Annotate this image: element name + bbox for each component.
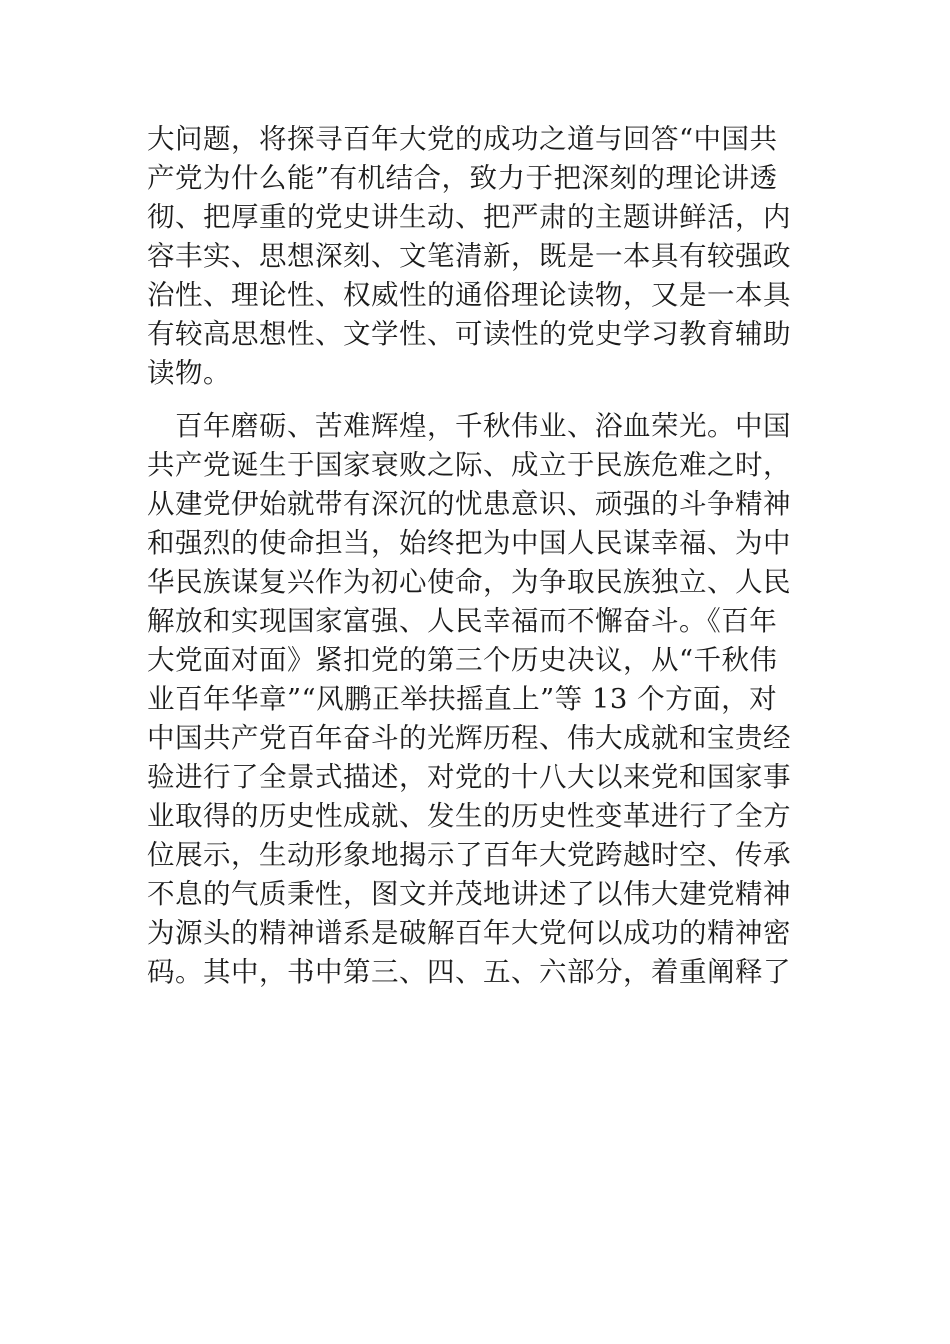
paragraph-1: [147, 120, 807, 393]
text-line: 有较高思想性、文学性、可读性的党史学习教育辅助: [147, 318, 791, 350]
text-line: 不息的气质秉性，图文并茂地讲述了以伟大建党精神: [147, 878, 791, 910]
text-line: 为源头的精神谱系是破解百年大党何以成功的精神密: [147, 917, 791, 949]
text-line: 从建党伊始就带有深沉的忧患意识、顽强的斗争精神: [147, 488, 791, 520]
text-line: 治性、理论性、权威性的通俗理论读物，又是一本具: [147, 279, 791, 311]
text-line: 位展示，生动形象地揭示了百年大党跨越时空、传承: [147, 839, 791, 871]
text-line: 容丰实、思想深刻、文笔清新，既是一本具有较强政: [147, 240, 791, 272]
text-line: 码。其中，书中第三、四、五、六部分，着重阐释了: [147, 956, 791, 988]
text-line: 业取得的历史性成就、发生的历史性变革进行了全方: [147, 800, 791, 832]
text-line: 解放和实现国家富强、人民幸福而不懈奋斗。《百年: [147, 605, 778, 637]
text-line: 验进行了全景式描述，对党的十八大以来党和国家事: [147, 761, 791, 793]
text-line: 中国共产党百年奋斗的光辉历程、伟大成就和宝贵经: [147, 722, 791, 754]
text-line: 产党为什么能”有机结合，致力于把深刻的理论讲透: [147, 162, 778, 194]
text-line: 彻、把厚重的党史讲生动、把严肃的主题讲鲜活，内: [147, 201, 791, 233]
paragraph-2: [147, 407, 807, 992]
text-line: 大问题，将探寻百年大党的成功之道与回答“中国共: [147, 123, 778, 155]
text-line: 华民族谋复兴作为初心使命，为争取民族独立、人民: [147, 566, 791, 598]
text-line: 百年磨砺、苦难辉煌，千秋伟业、浴血荣光。中国: [147, 410, 791, 442]
body-text: [147, 120, 807, 992]
text-line: 大党面对面》紧扣党的第三个历史决议，从“千秋伟: [147, 644, 778, 676]
text-line: 读物。: [147, 357, 231, 389]
text-line: 业百年华章”“风鹏正举扶摇直上”等 13 个方面，对: [147, 683, 778, 715]
paragraph-spacer: [147, 393, 807, 407]
text-line: 和强烈的使命担当，始终把为中国人民谋幸福、为中: [147, 527, 791, 559]
text-line: 共产党诞生于国家衰败之际、成立于民族危难之时，: [147, 449, 791, 481]
